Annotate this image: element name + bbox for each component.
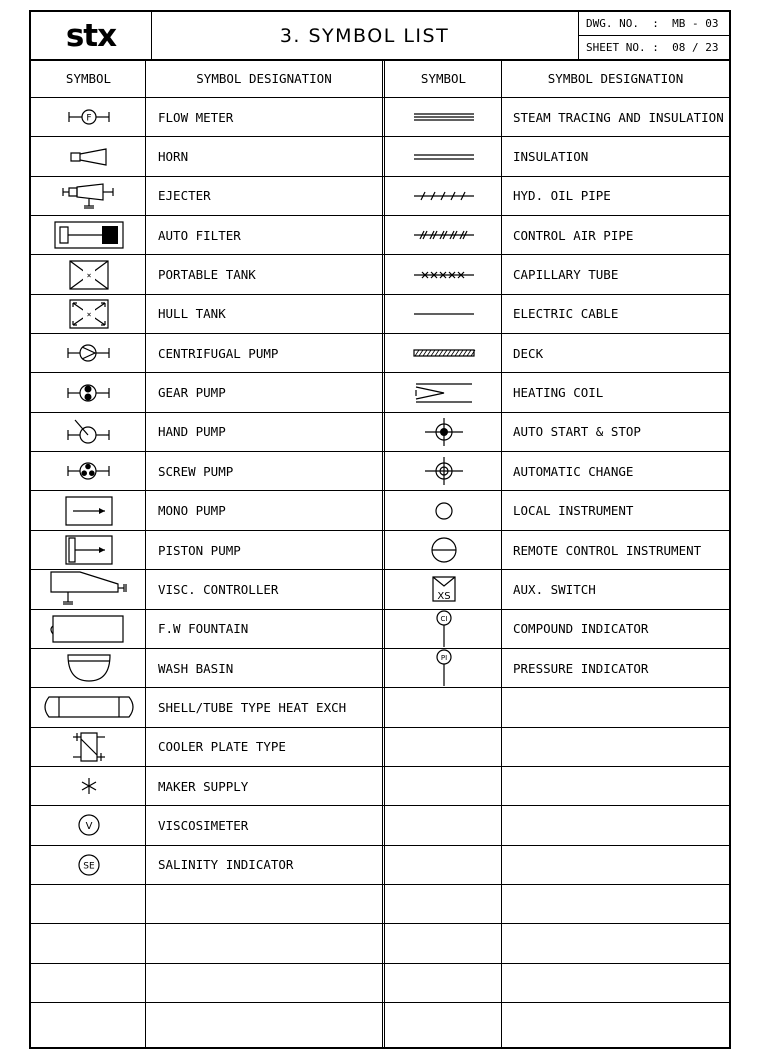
compound-indicator-icon [433,609,455,649]
symbol-cell [31,413,146,451]
symbol-designation: MAKER SUPPLY [158,778,249,794]
column-divider [501,59,502,1047]
drawing-info [578,12,730,59]
table-row [31,688,729,727]
column-header-row [31,59,729,98]
symbol-cell [385,531,502,569]
symbol-cell [31,688,146,726]
symbol-designation: COMPOUND INDICATOR [513,621,649,637]
table-row [31,295,729,334]
symbol-designation: EJECTER [158,188,211,204]
local-instrument-icon [434,501,454,521]
symbol-designation: SALINITY INDICATOR [158,857,294,873]
symbol-designation: ELECTRIC CABLE [513,306,619,322]
symbol-designation [502,767,729,805]
symbol-cell [31,295,146,333]
symbol-cell [385,649,502,687]
svg-text:×: × [86,270,91,280]
table-row [31,885,729,924]
heating-coil-icon [414,382,474,404]
table-row [31,570,729,609]
mono-pump-icon [65,496,113,526]
ejecter-icon [61,182,117,210]
symbol-cell [385,767,502,805]
page-title: 3. SYMBOL LIST [279,24,450,47]
centrifugal-pump-icon [66,342,112,364]
symbol-cell [385,570,502,608]
steam-tracing-line-icon [413,112,475,122]
symbol-designation: FLOW METER [158,109,234,125]
header-designation-left: SYMBOL DESIGNATION [196,70,332,86]
symbol-cell [385,885,502,923]
symbol-cell [31,137,146,175]
svg-text:PI: PI [440,654,447,663]
header-symbol-left: SYMBOL [65,70,112,86]
header-designation-right: SYMBOL DESIGNATION [547,70,684,86]
symbol-designation: GEAR PUMP [158,385,226,401]
table-row [31,255,729,294]
table-row [31,806,729,845]
symbol-designation: VISCOSIMETER [158,817,249,833]
horn-icon [69,147,109,167]
symbol-designation: SCREW PUMP [158,463,234,479]
symbol-cell [31,885,146,923]
sheet-number: SHEET NO. : 08 / 23 [586,41,719,54]
company-logo [31,12,152,59]
symbol-cell [385,373,502,411]
piston-pump-icon [65,535,113,565]
symbol-cell [385,688,502,726]
symbol-cell [31,373,146,411]
automatic-change-icon [424,456,464,486]
symbol-cell [31,177,146,215]
symbol-cell [385,295,502,333]
table-row [31,452,729,491]
symbol-designation [502,885,729,923]
table-row [31,531,729,570]
control-air-pipe-icon [413,229,475,241]
symbol-cell [31,767,146,805]
symbol-cell [31,98,146,136]
symbol-designation: REMOTE CONTROL INSTRUMENT [513,542,702,558]
symbol-designation [502,728,729,766]
table-row [31,610,729,649]
symbol-designation: HORN [158,149,189,165]
symbol-designation: SHELL/TUBE TYPE HEAT EXCH [158,699,347,715]
svg-text:×: × [86,309,91,319]
symbol-designation: LOCAL INSTRUMENT [513,503,634,519]
symbol-designation: DECK [513,345,544,361]
symbol-designation: HEATING COIL [513,385,604,401]
symbol-cell [385,1003,502,1042]
auto-start-stop-icon [424,417,464,447]
symbol-cell [385,806,502,844]
symbol-cell [31,728,146,766]
symbol-cell [31,452,146,490]
table-row [31,964,729,1003]
symbol-designation: AUX. SWITCH [513,581,596,597]
hull-tank-icon [69,299,109,329]
insulation-line-icon [413,153,475,161]
table-row [31,1003,729,1042]
symbol-designation [502,1003,729,1042]
symbol-cell [31,846,146,884]
hyd-oil-pipe-icon [413,190,475,202]
viscosimeter-icon [77,813,101,837]
symbol-designation: STEAM TRACING AND INSULATION [513,109,724,125]
svg-text:CI: CI [440,614,447,623]
symbol-cell [385,924,502,962]
cooler-plate-icon [69,729,109,765]
table-row [31,728,729,767]
salinity-indicator-icon [77,853,101,877]
symbol-cell [31,806,146,844]
symbol-designation: WASH BASIN [158,660,234,676]
heat-exchanger-icon [39,695,139,719]
symbol-cell [385,216,502,254]
table-row [31,373,729,412]
symbol-cell [385,452,502,490]
table-row [31,137,729,176]
symbol-designation: AUTO START & STOP [513,424,641,440]
symbol-cell [31,531,146,569]
visc-controller-icon [48,570,130,608]
drawing-number: DWG. NO. : MB - 03 [579,12,730,36]
symbol-designation [146,885,382,923]
pressure-indicator-icon [433,648,455,688]
symbol-designation: AUTO FILTER [158,227,241,243]
symbol-cell [31,255,146,293]
svg-text:XS: XS [436,591,451,603]
svg-text:SE: SE [82,861,95,872]
symbol-cell [385,413,502,451]
column-divider [145,59,146,1047]
hand-pump-icon [65,418,113,446]
symbol-cell [31,492,146,530]
symbol-designation: VISC. CONTROLLER [158,581,279,597]
symbol-cell [31,1003,146,1042]
symbol-cell [385,846,502,884]
auto-filter-icon [54,221,124,249]
symbol-designation: INSULATION [513,149,589,165]
table-row [31,492,729,531]
symbol-designation [502,924,729,962]
symbol-cell [385,610,502,648]
symbol-cell [385,177,502,215]
symbol-designation: PRESSURE INDICATOR [513,660,649,676]
symbol-designation: CONTROL AIR PIPE [513,227,634,243]
flow-meter-icon [67,107,111,127]
symbol-designation: COOLER PLATE TYPE [158,739,286,755]
fw-fountain-icon [49,614,129,644]
symbol-cell [31,570,146,608]
electric-cable-icon [413,311,475,317]
symbol-designation: PORTABLE TANK [158,267,256,283]
symbol-designation [146,924,382,962]
symbol-designation [502,806,729,844]
deck-icon [413,349,475,357]
svg-text:F: F [85,113,92,124]
symbol-designation: AUTOMATIC CHANGE [513,463,634,479]
header-symbol-right: SYMBOL [420,70,467,86]
table-row [31,846,729,885]
table-row [31,98,729,137]
aux-switch-icon [431,575,457,603]
table-row [31,177,729,216]
table-row [31,924,729,963]
gear-pump-icon [66,382,112,404]
screw-pump-icon [66,460,112,482]
symbol-cell [385,728,502,766]
svg-text:stx: stx [65,17,117,54]
symbol-cell [31,334,146,372]
symbol-cell [31,216,146,254]
table-row [31,767,729,806]
symbol-cell [31,610,146,648]
symbol-designation: HYD. OIL PIPE [513,188,611,204]
symbol-designation [502,964,729,1002]
symbol-list-sheet [29,10,731,1049]
symbol-designation [502,846,729,884]
symbol-cell [31,924,146,962]
symbol-designation: MONO PUMP [158,503,226,519]
symbol-designation: CAPILLARY TUBE [513,267,619,283]
symbol-cell [31,964,146,1002]
symbol-designation: CENTRIFUGAL PUMP [158,345,279,361]
svg-text:V: V [85,821,92,833]
symbol-designation: HULL TANK [158,306,226,322]
portable-tank-icon [69,260,109,290]
symbol-cell [385,334,502,372]
symbol-designation [502,688,729,726]
table-row [31,649,729,688]
symbol-cell [385,137,502,175]
maker-supply-icon [79,776,99,796]
symbol-cell [385,255,502,293]
symbol-cell [385,492,502,530]
center-divider [382,59,385,1047]
symbol-cell [385,98,502,136]
stx-logo-icon [53,17,129,54]
capillary-tube-icon [413,269,475,281]
symbol-cell [385,964,502,1002]
table-row [31,216,729,255]
remote-control-instrument-icon [430,536,458,564]
table-row [31,334,729,373]
wash-basin-icon [66,653,112,683]
symbol-designation: HAND PUMP [158,424,226,440]
symbol-designation [146,1003,382,1042]
title-block [31,12,729,61]
symbol-designation: F.W FOUNTAIN [158,621,249,637]
symbol-designation [146,964,382,1002]
symbol-cell [31,649,146,687]
table-row [31,413,729,452]
symbol-designation: PISTON PUMP [158,542,241,558]
